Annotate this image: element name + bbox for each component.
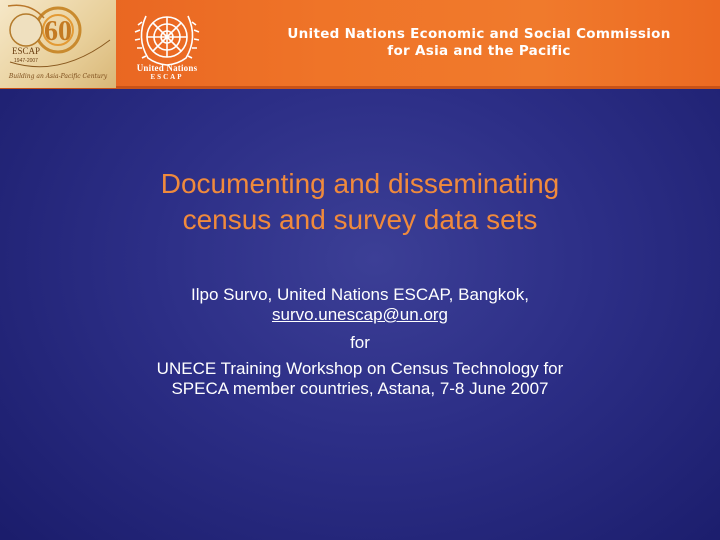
un-logo-caption [124, 64, 210, 82]
un-logo-name: United Nations [136, 63, 198, 73]
anniversary-logo-graphic [0, 0, 116, 88]
slide-title-line1: Documenting and disseminating [160, 168, 560, 199]
event-line1: UNECE Training Workshop on Census Technology for [156, 359, 564, 378]
for-label: for [350, 333, 370, 352]
anniversary-logo-text: ESCAP [11, 46, 41, 56]
event-line2: SPECA member countries, Astana, 7-8 June 2007 [171, 379, 549, 398]
organization-name [244, 26, 714, 60]
slide-body [60, 285, 660, 399]
un-logo-subname: ESCAP [150, 73, 184, 81]
slide-title-line2: census and survey data sets [182, 204, 538, 235]
organization-name-line1: United Nations Economic and Social Commission [287, 26, 671, 42]
anniversary-logo-years: 1947-2007 [14, 58, 38, 64]
author-email-link[interactable]: survo.unescap@un.org [271, 305, 449, 324]
slide-title [60, 166, 660, 238]
organization-name-line2: for Asia and the Pacific [387, 43, 571, 59]
escap-60-anniversary-logo [0, 0, 116, 88]
anniversary-logo-tagline: Building an Asia-Pacific Century [8, 73, 108, 80]
author-line: Ilpo Survo, United Nations ESCAP, Bangkok, [191, 285, 529, 304]
anniversary-logo-number: 60 [44, 16, 72, 47]
